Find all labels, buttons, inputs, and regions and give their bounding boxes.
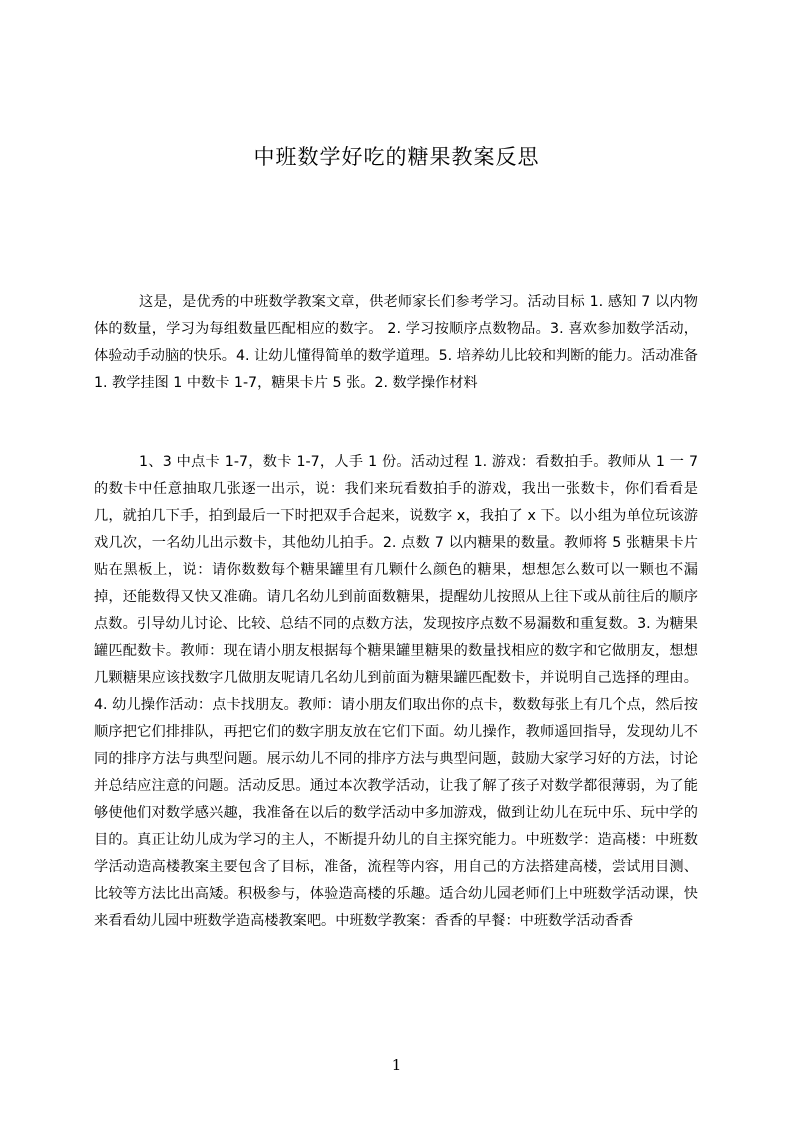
body-paragraph-2: 1、3 中点卡 1-7，数卡 1-7，人手 1 份。活动过程 1. 游戏：看数拍手。教师从 1 一 7 的数卡中任意抽取几张逐一出示，说：我们来玩看数拍手的游戏，我出一张数卡，你们看看是几，就拍几下手，拍到最后一下时把双手合起来，说数字 x，我拍了 x 下。以小组为单位玩该游戏几次，一名幼儿出示数卡，其他幼儿拍手。2. 点数 7 以内糖果的数量。教师将 5 张糖果卡片贴在黑板上，说：请你数数每个糖果罐里有几颗什么颜色的糖果，想想怎么数可以一颗也不漏掉，还能数得又快又准确。请几名幼儿到前面数糖果，提醒幼儿按照从上往下或从前往后的顺序点数。引导幼儿讨论、比较、总结不同的点数方法，发现按序点数不易漏数和重复数。3. 为糖果罐匹配数卡。教师：现在请小朋友根据每个糖果罐里糖果的数量找相应的数字和它做朋友，想想几颗糖果应该找数字几做朋友呢请几名幼儿到前面为糖果罐匹配数卡，并说明自己选择的理由。4. 幼儿操作活动：点卡找朋友。教师：请小朋友们取出你的点卡，数数每张上有几个点，然后按顺序把它们排排队，再把它们的数字朋友放在它们下面。幼儿操作，教师遥回指导，发现幼儿不同的排序方法与典型问题。展示幼儿不同的排序方法与典型问题，鼓励大家学习好的方法，讨论并总结应注意的问题。活动反思。通过本次教学活动，让我了解了孩子对数学都很薄弱，为了能够使他们对数学感兴趣，我准备在以后的数学活动中多加游戏，做到让幼儿在玩中乐、玩中学的目的。真正让幼儿成为学习的主人，不断提升幼儿的自主探究能力。中班数学：造高楼：中班数学活动造高楼教案主要包含了目标，准备，流程等内容，用自己的方法搭建高楼，尝试用目测、比较等方法比出高矮。积极参与，体验造高楼的乐趣。适合幼儿园老师们上中班数学活动课，快来看看幼儿园中班数学造高楼教案吧。中班数学教案：香香的早餐：中班数学活动香香 [94,454,698,929]
document-title: 中班数学好吃的糖果教案反思 [253,145,540,169]
page-number: 1 [391,1056,402,1074]
body-paragraph-1: 这是，是优秀的中班数学教案文章，供老师家长们参考学习。活动目标 1. 感知 7 以内物体的数量，学习为每组数量匹配相应的数字。 2. 学习按顺序点数物品。3. 喜欢参加数学活动，体验动手动脑的快乐。4. 让幼儿懂得简单的数学道理。5. 培养幼儿比较和判断的能力。活动准备 1. 教学挂图 1 中数卡 1-7，糖果卡片 5 张。2. 数学操作材料 [94,294,698,391]
